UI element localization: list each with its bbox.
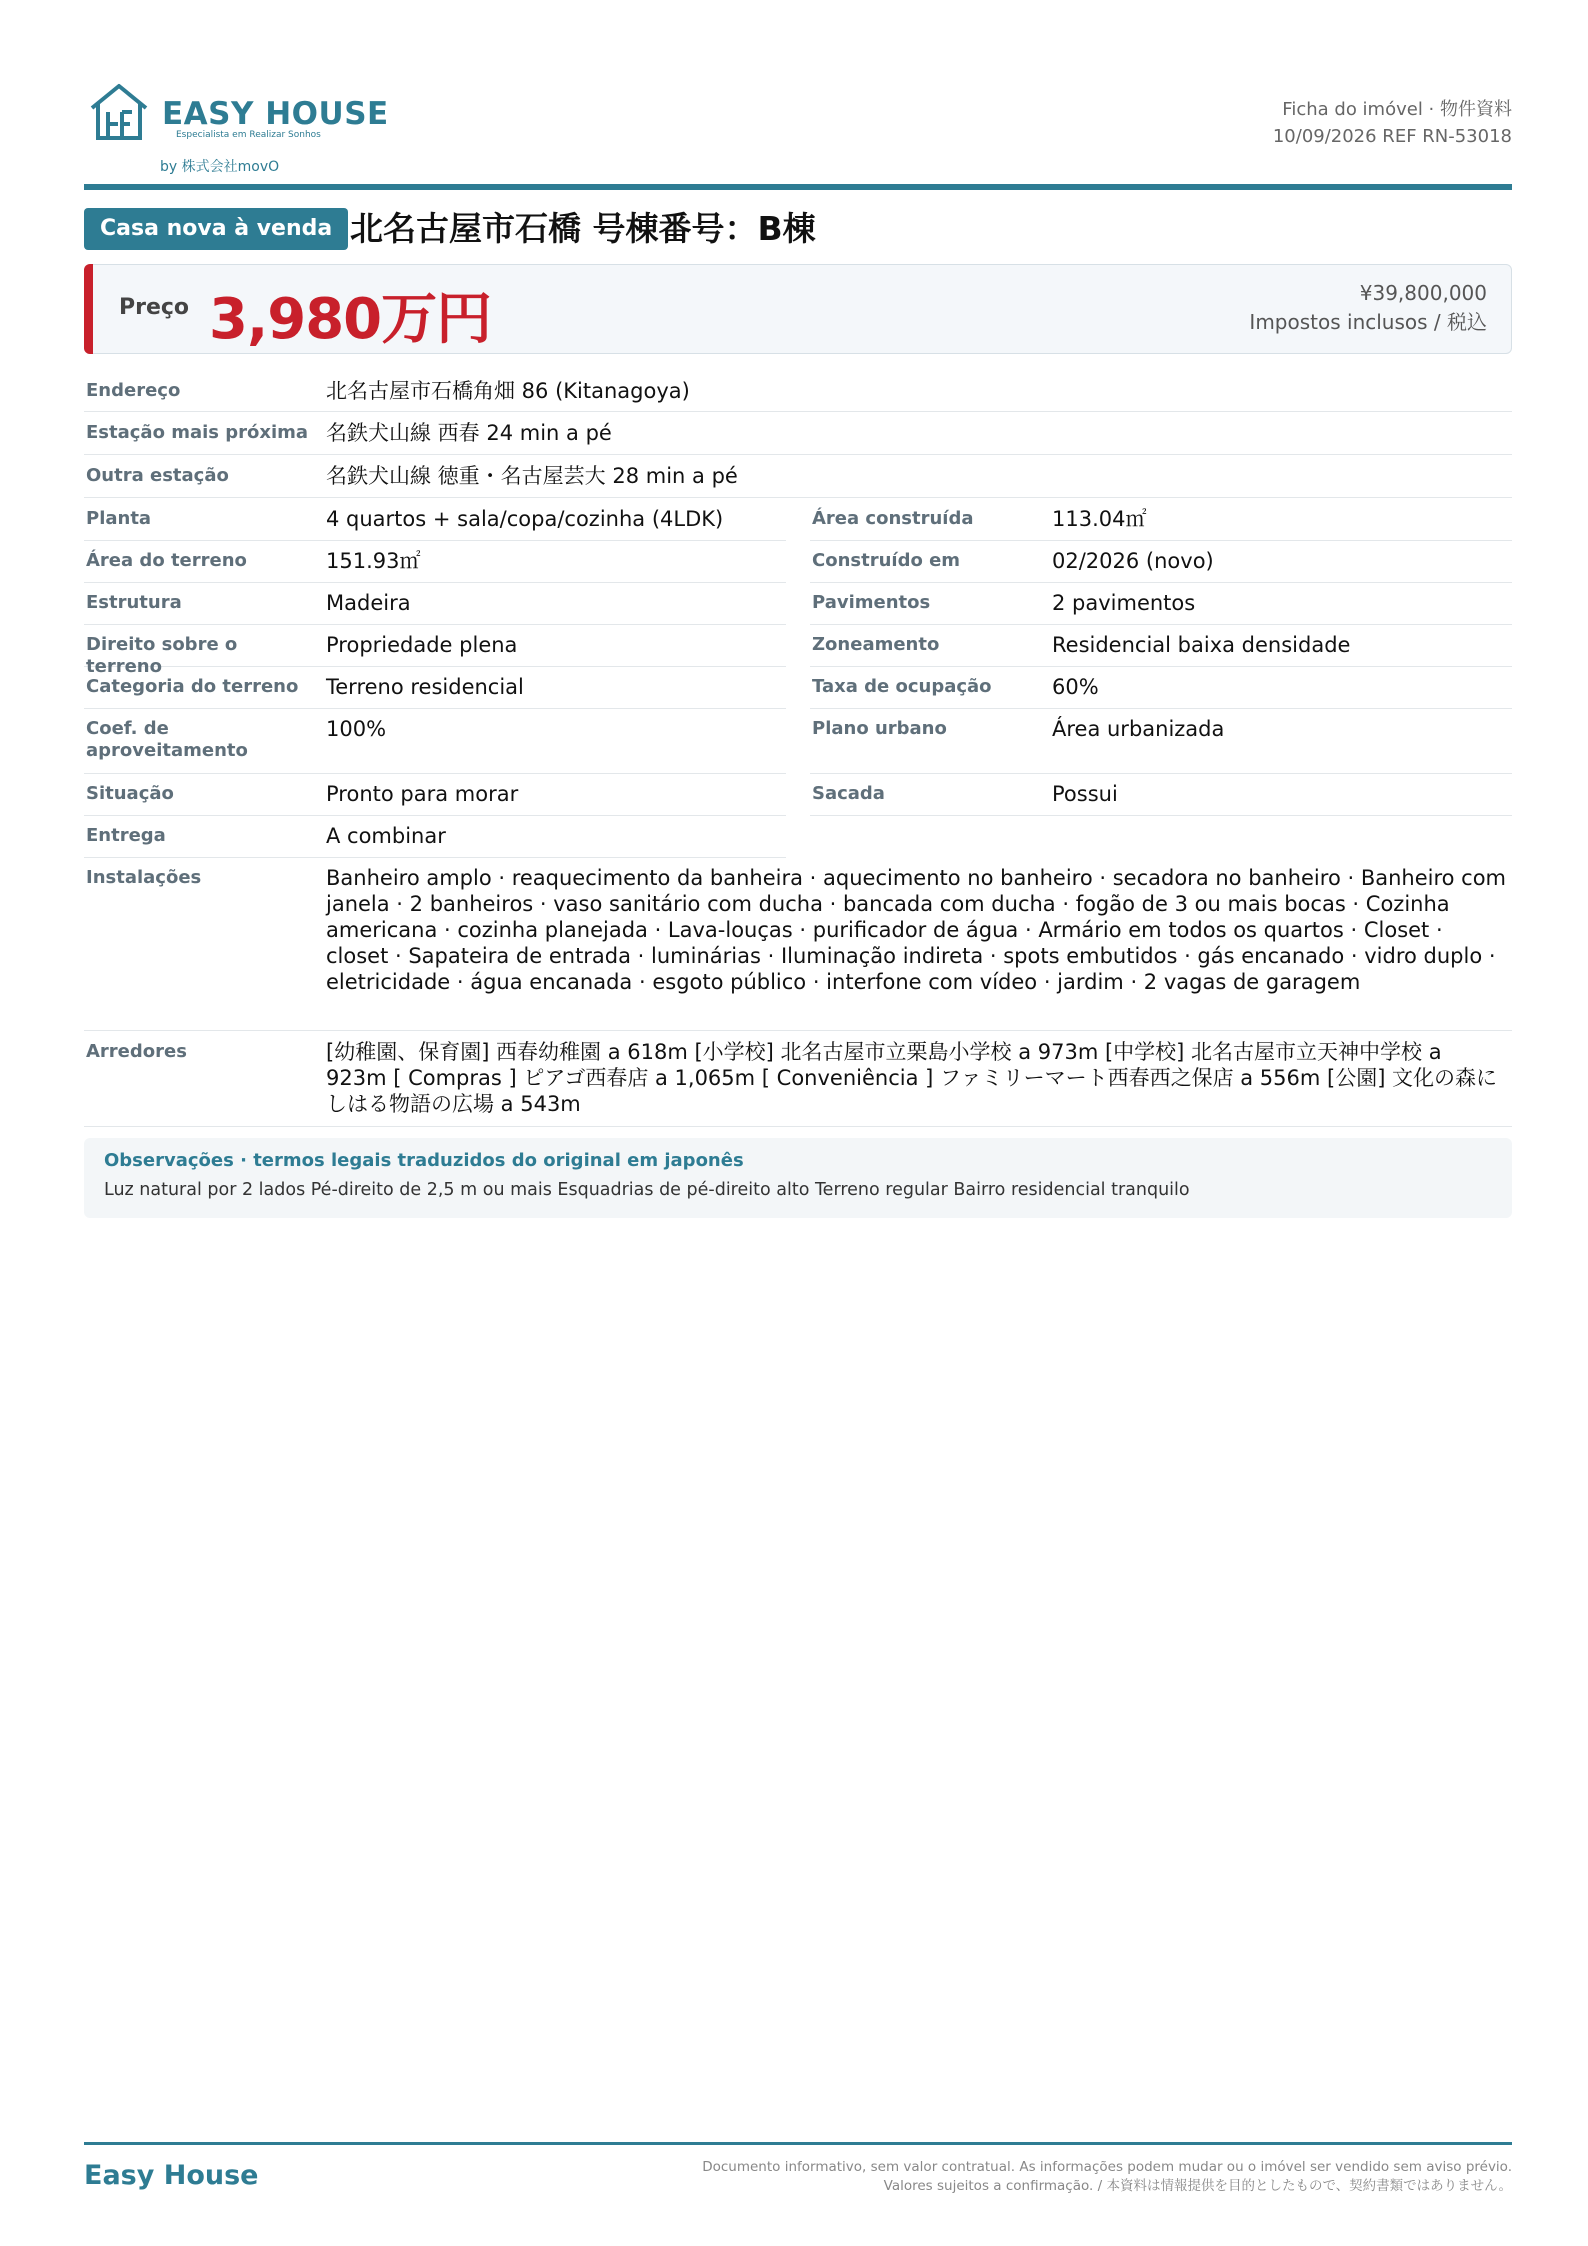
detail-value: 60%: [1052, 675, 1099, 699]
detail-label: Coef. de aproveitamento: [86, 718, 248, 761]
title-row: [84, 208, 1512, 254]
detail-label: Categoria do terreno: [86, 676, 299, 697]
detail-value: Banheiro amplo · reaquecimento da banheira · aquecimento no banheiro · secadora no banheiro · Banheiro com janela · 2 banheiros · vaso sanitário com ducha · bancada com ducha · fogão de 3 ou mais bocas · Cozinha americana · cozinha planejada · Lava-louças · purificador de água · Armário em todos os quartos · Closet · closet · Sapateira de entrada · luminárias · Iluminação indireta · spots embutidos · gás encanado · vidro duplo · eletricidade · água encanada · esgoto público · interfone com vídeo · jardim · 2 vagas de garagem: [326, 866, 1507, 994]
detail-value: Madeira: [326, 591, 411, 615]
detail-value: Terreno residencial: [326, 675, 524, 699]
detail-value: 名鉄犬山線 徳重・名古屋芸大 28 min a pé: [326, 464, 738, 488]
brand-company: by 株式会社movO: [160, 159, 280, 175]
price-tax-note: Impostos inclusos / 税込: [1249, 310, 1487, 334]
footer-brand: Easy House: [84, 2160, 259, 2191]
footer-disclaimer: Documento informativo, sem valor contratual. As informações podem mudar ou o imóvel ser vendido sem aviso prévio. Valores sujeitos a confirmação. / 本資料は情報提供を目的としたもので、契約書類ではありません。: [702, 2159, 1512, 2194]
price-yen: ¥39,800,000: [1359, 281, 1487, 305]
price-details: [1249, 279, 1487, 337]
detail-label: Arredores: [86, 1041, 187, 1062]
detail-pair-land-category: [84, 666, 1512, 708]
document-meta: [1273, 96, 1512, 150]
document-type: Ficha do imóvel · 物件資料: [1282, 99, 1512, 120]
detail-row-facilities: [84, 857, 1512, 1031]
detail-cell-urban-plan: [810, 708, 1512, 774]
detail-cell-zoning: [810, 624, 1512, 667]
header: [84, 76, 1512, 186]
detail-value: 名鉄犬山線 西春 24 min a pé: [326, 421, 612, 445]
house-logo-icon: [88, 82, 150, 142]
document-date-ref: 10/09/2026 REF RN-53018: [1272, 126, 1512, 147]
detail-pair-far: [84, 708, 1512, 773]
detail-value: 2 pavimentos: [1052, 591, 1196, 615]
detail-label: Área do terreno: [86, 550, 247, 571]
detail-row-surroundings: [84, 1031, 1512, 1127]
detail-value: 100%: [326, 717, 387, 741]
detail-label: Endereço: [86, 380, 181, 401]
detail-pair-structure: [84, 582, 1512, 624]
notes-panel: [84, 1138, 1512, 1218]
price-accent-bar: [84, 264, 93, 354]
detail-cell-built-area: [810, 498, 1512, 541]
detail-value: Possui: [1052, 782, 1118, 806]
detail-label: Estrutura: [86, 592, 182, 613]
brand-tagline: Especialista em Realizar Sonhos: [176, 130, 321, 140]
property-title: 北名古屋市石橋 号棟番号：B棟: [350, 209, 816, 248]
detail-value: Pronto para morar: [326, 782, 519, 806]
price-panel: [84, 264, 1512, 354]
detail-value: 113.04㎡: [1052, 507, 1147, 531]
detail-cell-balcony: [810, 773, 1512, 816]
detail-pair-layout: [84, 498, 1512, 540]
detail-pair-status: [84, 773, 1512, 815]
brand-logo: [88, 82, 389, 182]
detail-cell-land-category: [84, 666, 786, 709]
detail-label: Direito sobre o terreno: [86, 634, 238, 677]
detail-cell-coverage: [810, 666, 1512, 709]
detail-value: 4 quartos + sala/copa/cozinha (4LDK): [326, 507, 724, 531]
listing-type-badge: Casa nova à venda: [84, 208, 348, 250]
detail-cell-structure: [84, 582, 786, 625]
property-sheet: [84, 0, 1512, 2246]
detail-cell-layout: [84, 498, 786, 541]
detail-cell-delivery: [84, 815, 786, 858]
detail-label: Situação: [86, 783, 174, 804]
detail-label: Plano urbano: [812, 718, 947, 739]
detail-value: Área urbanizada: [1052, 717, 1225, 741]
price-value: 3,980万円: [209, 287, 492, 352]
detail-value: 02/2026 (novo): [1052, 549, 1214, 573]
detail-cell-land-area: [84, 540, 786, 583]
detail-row-address: [84, 370, 1512, 412]
brand-name: EASY HOUSE: [162, 96, 389, 132]
detail-value: A combinar: [326, 824, 446, 848]
detail-label: Entrega: [86, 825, 166, 846]
detail-value: [幼稚園、保育園] 西春幼稚園 a 618m [小学校] 北名古屋市立栗島小学校 a 973m [中学校] 北名古屋市立天神中学校 a 923m [ Compras ] ピアゴ西春店 a 1,065m [ Conveniência ] ファミリーマート西春西之保店 a 556m [公園] 文化の森にしはる物語の広場 a 543m: [326, 1040, 1498, 1116]
notes-body: Luz natural por 2 lados Pé-direito de 2,5 m ou mais Esquadrias de pé-direito alto Terreno regular Bairro residencial tranquilo: [104, 1180, 1190, 1200]
detail-label: Pavimentos: [812, 592, 931, 613]
detail-cell-far: [84, 708, 786, 774]
detail-label: Outra estação: [86, 465, 229, 486]
detail-pair-delivery: [84, 815, 1512, 857]
detail-pair-land-area: [84, 540, 1512, 582]
detail-cell-floors: [810, 582, 1512, 625]
price-label: Preço: [119, 295, 190, 320]
detail-label: Construído em: [812, 550, 961, 571]
notes-title: Observações · termos legais traduzidos do original em japonês: [104, 1150, 744, 1171]
footer-divider: [84, 2142, 1512, 2145]
detail-label: Planta: [86, 508, 152, 529]
detail-pair-land-right: [84, 624, 1512, 677]
detail-label: Sacada: [812, 783, 885, 804]
detail-cell-land-right: [84, 624, 786, 677]
details-table: [84, 370, 1512, 1127]
header-divider: [84, 184, 1512, 190]
detail-cell-built-in: [810, 540, 1512, 583]
detail-value: 北名古屋市石橋角畑 86 (Kitanagoya): [326, 379, 690, 403]
detail-value: Residencial baixa densidade: [1052, 633, 1351, 657]
detail-cell-status: [84, 773, 786, 816]
detail-row-other-station: [84, 455, 1512, 498]
detail-label: Estação mais próxima: [86, 422, 309, 443]
detail-value: 151.93㎡: [326, 549, 421, 573]
detail-label: Taxa de ocupação: [812, 676, 992, 697]
detail-value: Propriedade plena: [326, 633, 518, 657]
detail-label: Instalações: [86, 867, 202, 888]
detail-label: Área construída: [812, 508, 974, 529]
detail-row-station: [84, 412, 1512, 455]
detail-label: Zoneamento: [812, 634, 940, 655]
